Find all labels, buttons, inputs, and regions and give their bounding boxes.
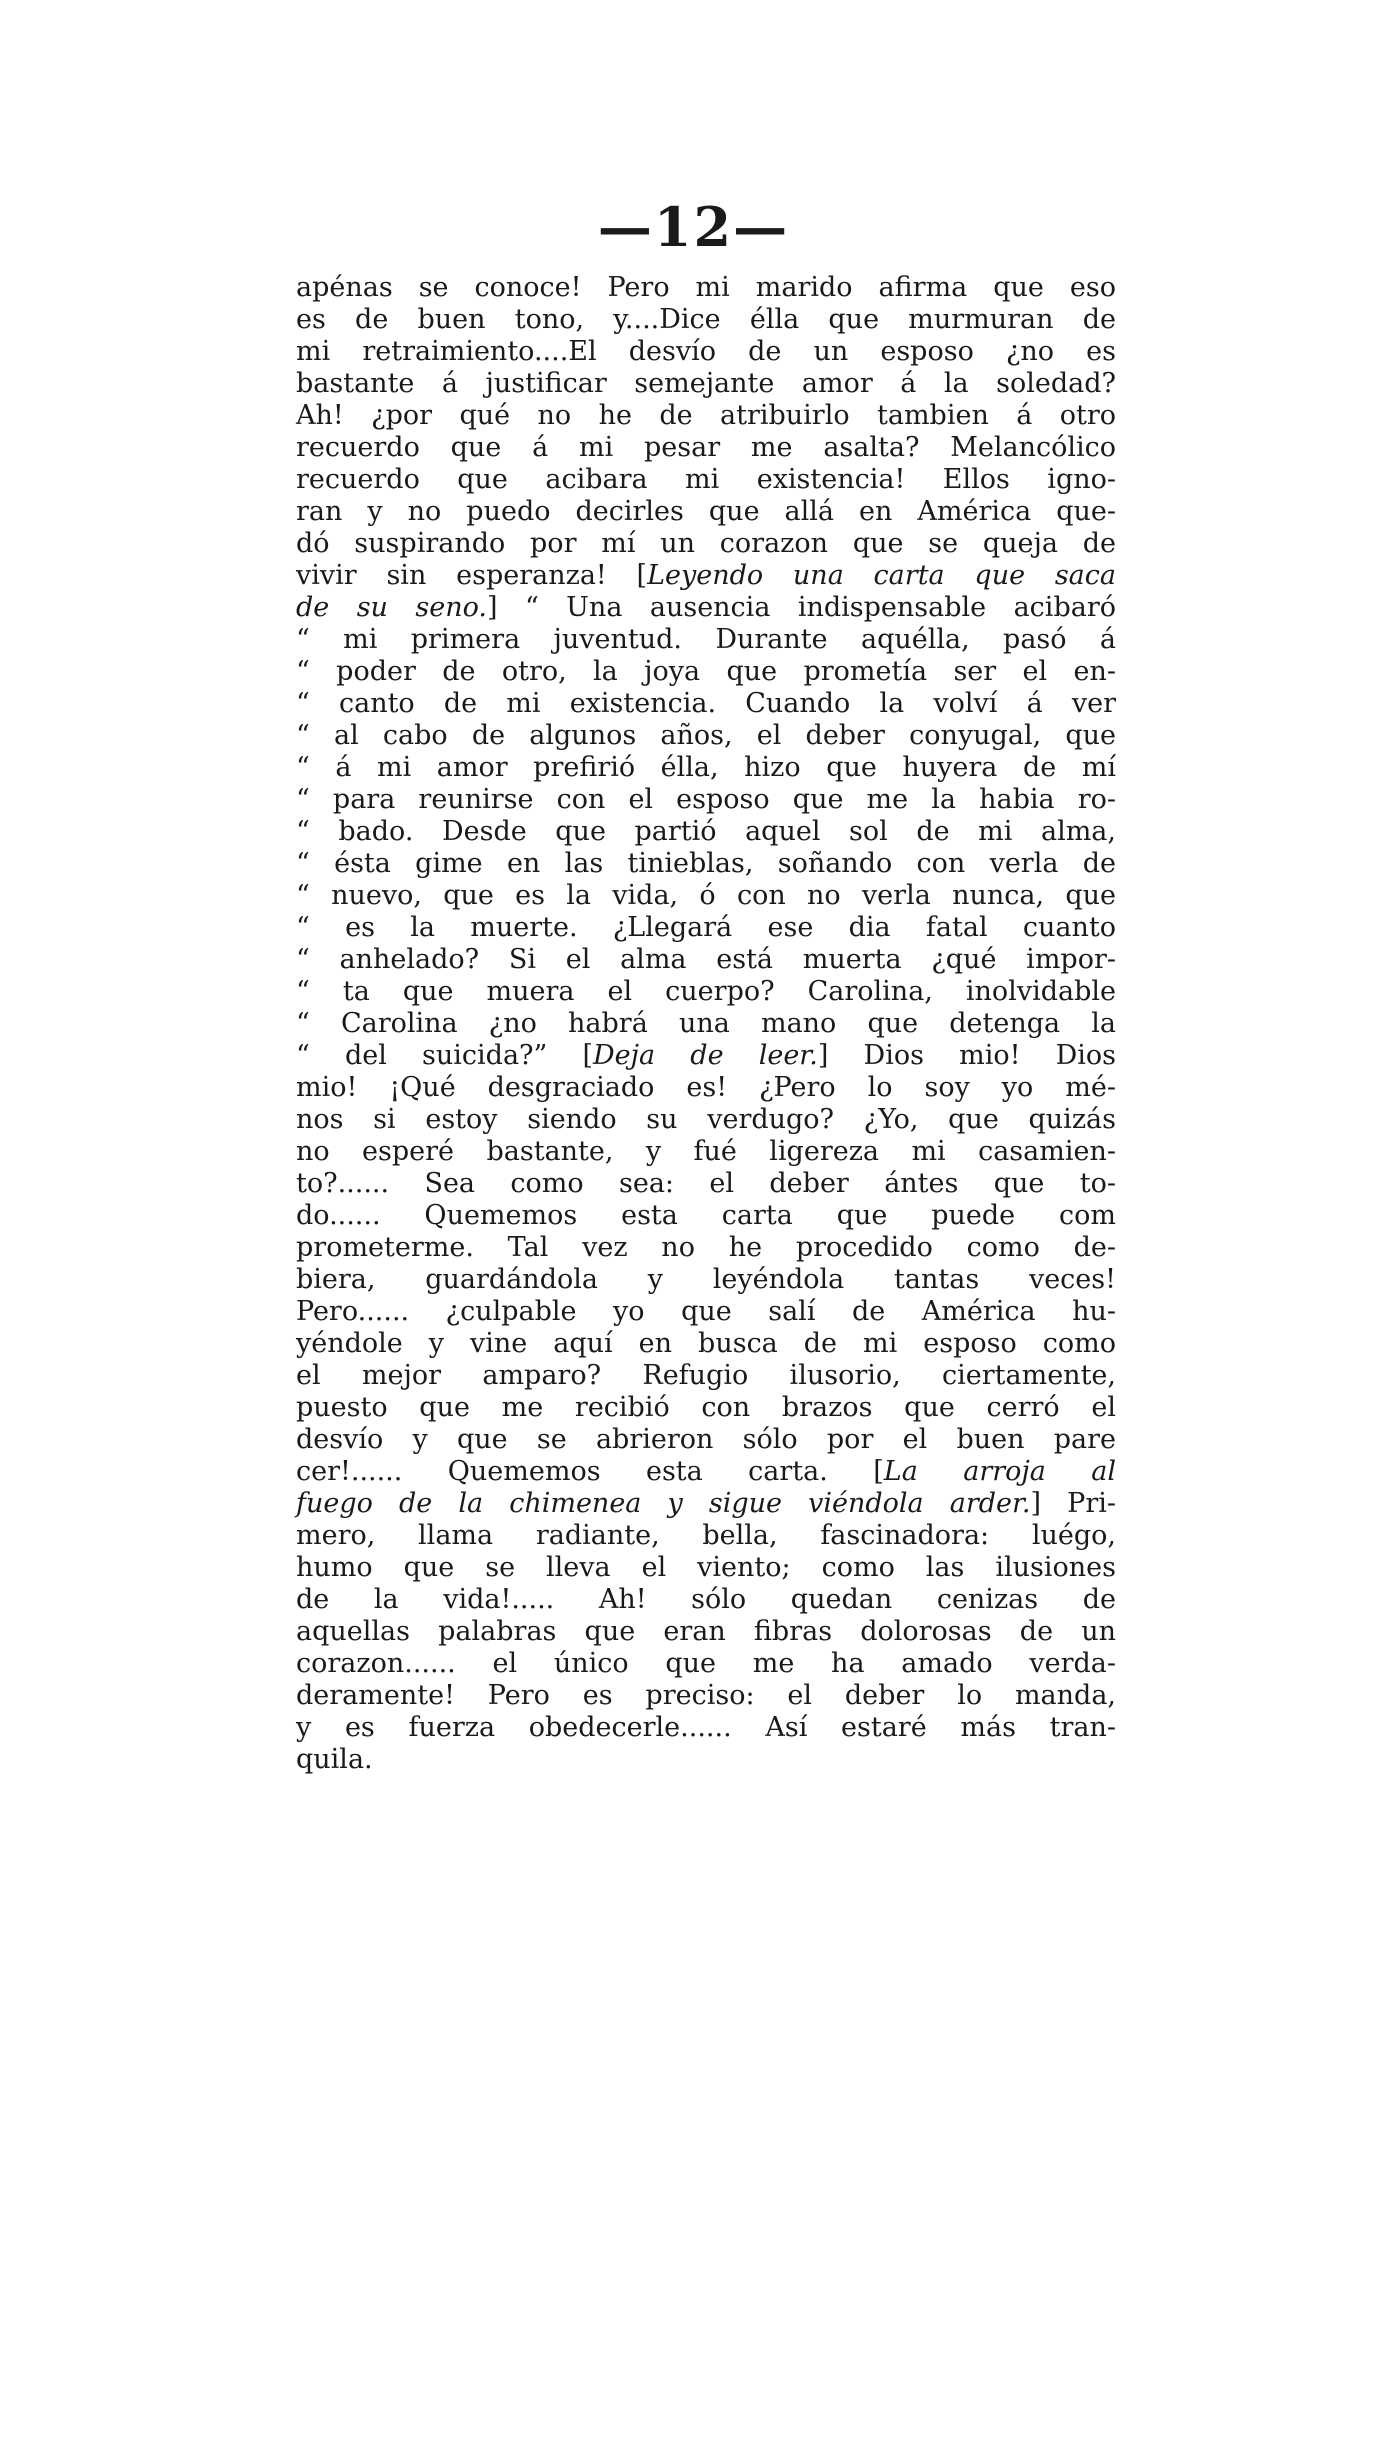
text-line: quila. (296, 1744, 373, 1775)
text-line: Ah! ¿por qué no he de atribuirlo tambien á otro (296, 400, 1116, 431)
text-line: “ ta que muera el cuerpo? Carolina, inolvidable (296, 976, 1116, 1007)
text-line: vivir sin esperanza! [Leyendo una carta que saca (296, 560, 1116, 591)
text-line: “ bado. Desde que partió aquel sol de mi alma, (296, 816, 1116, 847)
text-line: el mejor amparo? Refugio ilusorio, ciertamente, (296, 1360, 1116, 1391)
text-line: de la vida!..... Ah! sólo quedan cenizas de (296, 1584, 1116, 1615)
text-line: no esperé bastante, y fué ligereza mi casamien- (296, 1136, 1116, 1167)
text-line: “ mi primera juventud. Durante aquélla, pasó á (296, 624, 1116, 655)
text-line: Pero...... ¿culpable yo que salí de América hu- (296, 1296, 1116, 1327)
text-line: apénas se conoce! Pero mi marido afirma que eso (296, 272, 1116, 303)
text-line: “ del suicida?” [Deja de leer.] Dios mio! Dios (296, 1040, 1117, 1071)
text-line: es de buen tono, y....Dice élla que murmuran de (296, 304, 1116, 335)
text-line: mi retraimiento....El desvío de un esposo ¿no es (296, 336, 1116, 367)
text-line: “ Carolina ¿no habrá una mano que detenga la (296, 1008, 1116, 1039)
text-line: puesto que me recibió con brazos que cerró el (296, 1392, 1116, 1423)
text-line: “ ésta gime en las tinieblas, soñando con verla de (296, 848, 1116, 879)
text-line: “ al cabo de algunos años, el deber conyugal, que (296, 720, 1116, 751)
text-line: do...... Quememos esta carta que puede com (296, 1200, 1116, 1231)
body-text (296, 272, 1116, 1776)
text-line: “ nuevo, que es la vida, ó con no verla nunca, que (296, 880, 1116, 911)
text-line: deramente! Pero es preciso: el deber lo manda, (296, 1680, 1116, 1711)
page-number: —12— (597, 195, 790, 259)
text-line: corazon...... el único que me ha amado verda- (296, 1648, 1116, 1679)
text-line: ran y no puedo decirles que allá en América que- (296, 496, 1116, 527)
text-line: recuerdo que á mi pesar me asalta? Melancólico (296, 432, 1116, 463)
text-line: dó suspirando por mí un corazon que se queja de (296, 528, 1116, 559)
text-line: “ anhelado? Si el alma está muerta ¿qué impor- (296, 944, 1116, 975)
text-line: bastante á justificar semejante amor á la soledad? (296, 368, 1116, 399)
text-line: y es fuerza obedecerle...... Así estaré más tran- (296, 1712, 1116, 1743)
text-line: “ á mi amor prefirió élla, hizo que huyera de mí (296, 752, 1116, 783)
text-line: “ es la muerte. ¿Llegará ese dia fatal cuanto (296, 912, 1116, 943)
text-line: desvío y que se abrieron sólo por el buen pare (296, 1424, 1116, 1455)
text-line: de su seno.] “ Una ausencia indispensable acibaró (296, 592, 1116, 623)
text-line: “ para reunirse con el esposo que me la habia ro- (296, 784, 1116, 815)
text-line: fuego de la chimenea y sigue viéndola arder.] Pri- (296, 1488, 1116, 1519)
text-line: mio! ¡Qué desgraciado es! ¿Pero lo soy yo mé- (296, 1072, 1116, 1103)
text-line: “ poder de otro, la joya que prometía ser el en- (296, 656, 1116, 687)
text-line: aquellas palabras que eran fibras dolorosas de un (296, 1616, 1116, 1647)
text-line: “ canto de mi existencia. Cuando la volví á ver (296, 688, 1116, 719)
text-line: to?...... Sea como sea: el deber ántes que to- (296, 1168, 1116, 1199)
text-line: biera, guardándola y leyéndola tantas veces! (296, 1264, 1116, 1295)
text-line: nos si estoy siendo su verdugo? ¿Yo, que quizás (296, 1104, 1116, 1135)
text-line: prometerme. Tal vez no he procedido como de- (296, 1232, 1116, 1263)
text-line: yéndole y vine aquí en busca de mi esposo como (296, 1328, 1116, 1359)
text-line: mero, llama radiante, bella, fascinadora: luégo, (296, 1520, 1116, 1551)
text-line: cer!...... Quememos esta carta. [La arroja al (296, 1456, 1117, 1487)
text-line: humo que se lleva el viento; como las ilusiones (296, 1552, 1116, 1583)
text-line: recuerdo que acibara mi existencia! Ellos igno- (296, 464, 1116, 495)
